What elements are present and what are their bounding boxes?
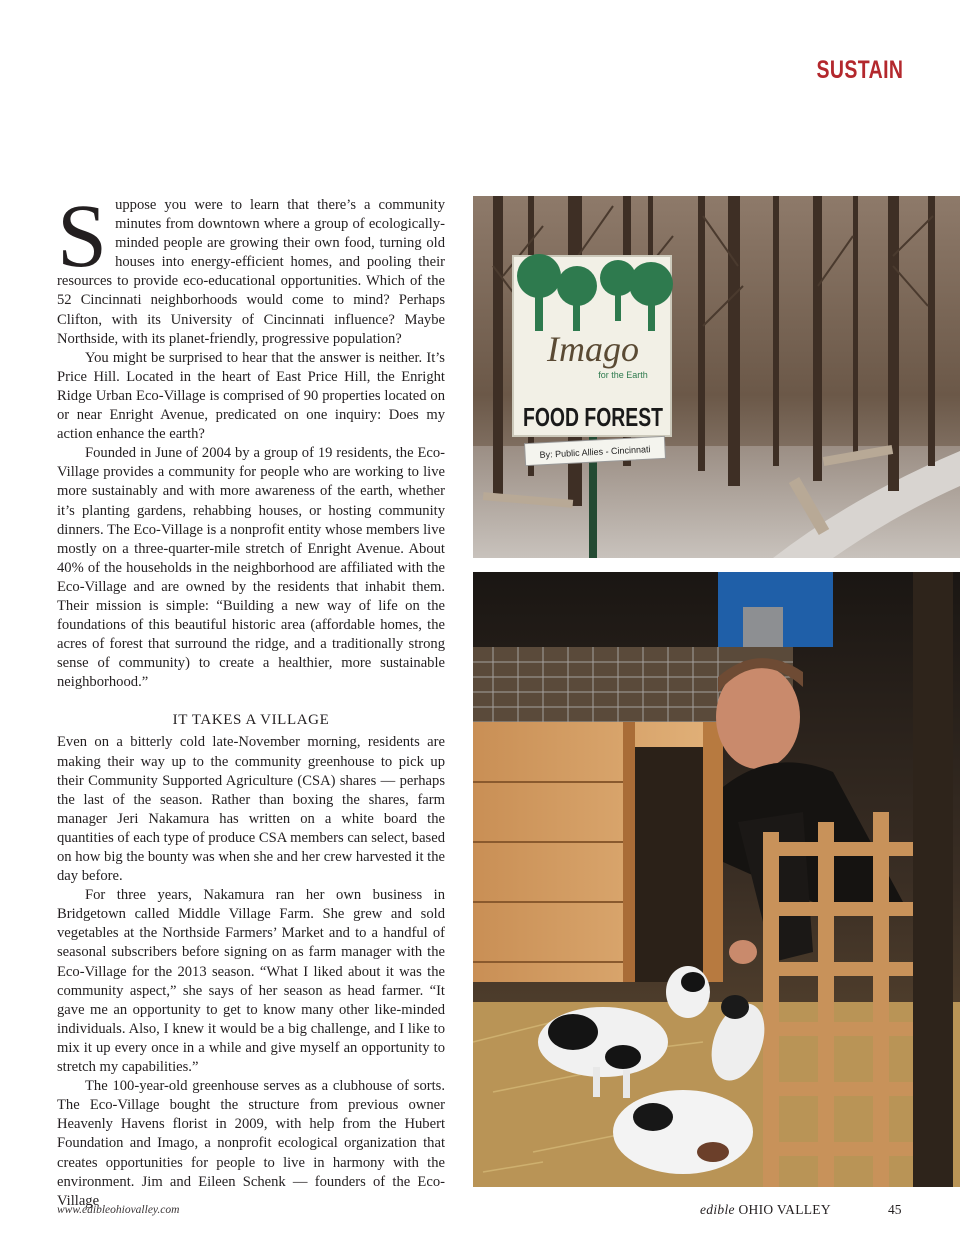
article-paragraph-5: For three years, Nakamura ran her own business in Bridgetown called Middle Village Farm. She grew and sold vegetables at the Northside Farmers’ Market and to a handful of seasonal subscribers before signing on as farm manager with the Eco-Village for the 2013 season. “What I liked about it was the community aspect,” she says of her season as head farmer. “It gave me an opportunity to get to know many other like-minded individuals. Also, I knew it would be a big challenge, and I like to mix it up every once in a while and give myself an opportunity to stretch my capabilities.”	[57, 887, 445, 1076]
section-label: SUSTAIN	[816, 56, 903, 84]
sign-subtitle-text: for the Earth	[598, 370, 648, 380]
article-body	[57, 187, 445, 1211]
article-paragraph-6: The 100-year-old greenhouse serves as a clubhouse of sorts. The Eco-Village bought the structure from previous owner Heavenly Havens florist in 2009, with help from the Hubert Foundation and Imago, a nonprofit ecological organization that creates opportunities for people to live in harmony with the environment. Jim and Eileen Schenk — founders of the Eco-Village	[57, 1078, 445, 1209]
article-paragraph-3: Founded in June of 2004 by a group of 19 residents, the Eco-Village provides a community for people who are working to live more sustainably and with more awareness of the earth, whether it’s planting gardens, rehabbing houses, or hosting community dinners. The Eco-Village is a nonprofit entity whose members live mostly on a three-quarter-mile stretch of Enright Avenue. About 40% of the households in the neighborhood are affiliated with the Eco-Village and are owned by the residents that inhabit them. Their mission is simple: “Building a new way of life on the foundations of this beautiful historic area (affordable homes, the acres of forest that surround the ridge, and a traditionally strong sense of community) to create a healthier, more sustainable neighborhood.”	[57, 445, 445, 691]
footer-website: www.edibleohiovalley.com	[57, 1204, 180, 1216]
page-number: 45	[888, 1202, 902, 1217]
article-paragraph-1	[57, 187, 445, 349]
footer-magazine-name	[700, 1202, 831, 1218]
sign-imago-text: Imago	[547, 329, 639, 369]
goats-pen-photo	[473, 572, 960, 1187]
sign-plaque-text: By: Public Allies - Cincinnati	[539, 444, 651, 460]
paragraph-1-text: uppose you were to learn that there’s a community minutes from downtown where a group of ecologically-minded people are growing their own food, turning old houses into energy-efficient homes, and pooling their resources to provide eco-educational opportunities. Which of the 52 Cincinnati neighborhoods would come to mind? Perhaps Clifton, with its University of Cincinnati influence? Maybe Northside, with its planet-friendly, progressive population?	[57, 197, 445, 347]
food-forest-sign-photo	[473, 196, 960, 558]
footer-edible: edible	[700, 1202, 735, 1217]
footer-ohio-valley: OHIO VALLEY	[738, 1202, 831, 1217]
section-subhead: IT TAKES A VILLAGE	[172, 712, 330, 729]
sign-food-forest-text: FOOD FOREST	[523, 402, 664, 432]
drop-cap: S	[57, 187, 108, 286]
article-paragraph-2: You might be surprised to hear that the answer is neither. It’s Price Hill. Located in the heart of East Price Hill, the Enright Ridge Urban Eco-Village is comprised of 90 properties located on or near Enright Avenue, predicated on one inquiry: Does my action enhance the earth?	[57, 349, 445, 443]
article-paragraph-4: Even on a bitterly cold late-November morning, residents are making their way up to the community greenhouse to pick up their Community Supported Agriculture (CSA) shares — perhaps the last of the season. Rather than boxing the shares, farm manager Jeri Nakamura has written on a white board the quantities of each type of produce CSA members can select, based on how big the bounty was when she and her crew harvested it the day before.	[57, 734, 445, 885]
